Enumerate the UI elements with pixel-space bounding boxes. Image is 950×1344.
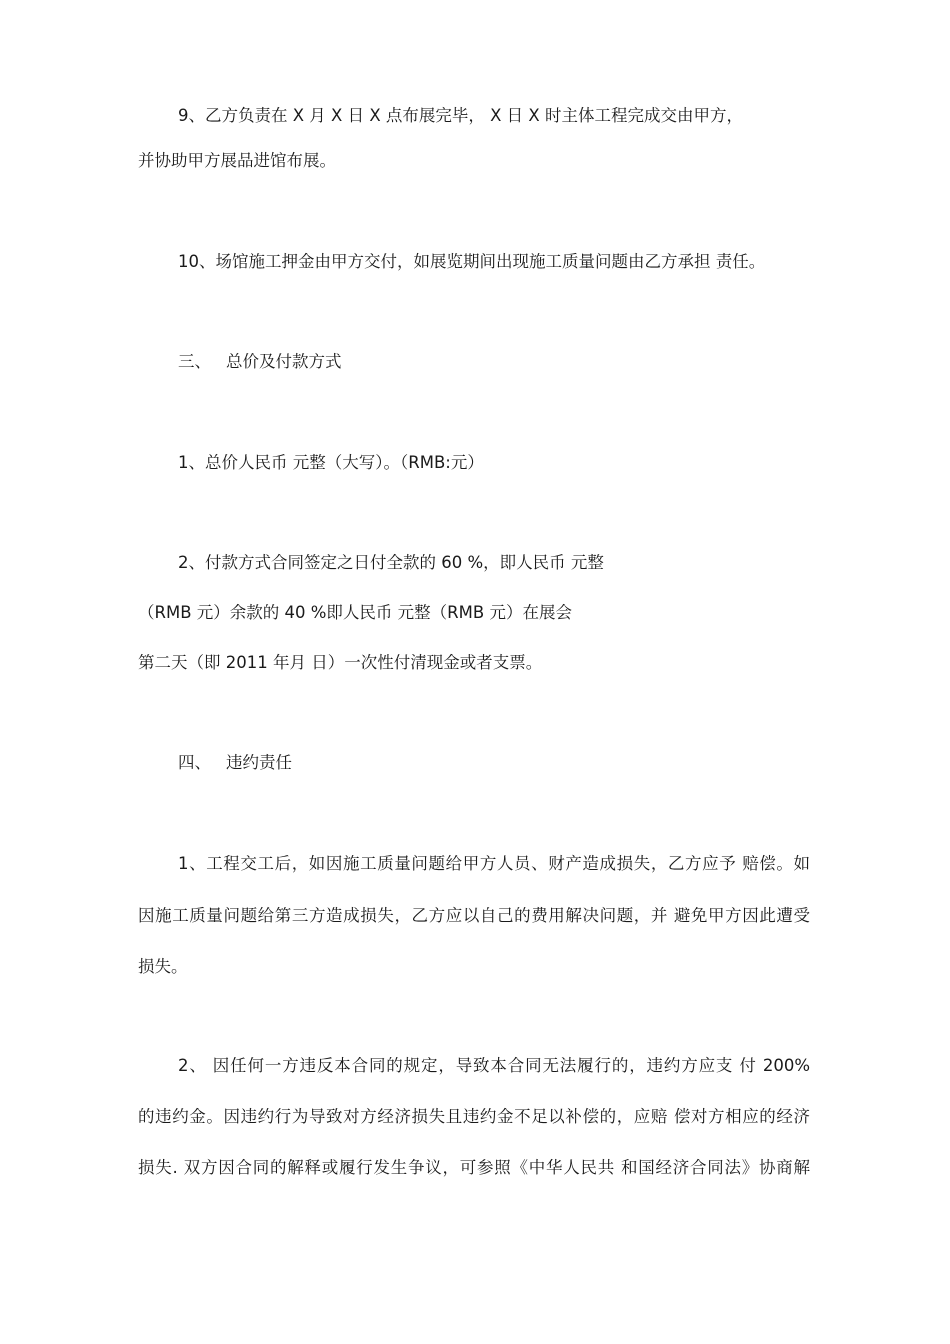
section-3-clause-2-line-1: 2、付款方式合同签定之日付全款的 60 %，即人民币 元整 bbox=[178, 553, 604, 572]
section-4-clause-2-line-1: 2、 因任何一方违反本合同的规定，导致本合同无法履行的，违约方应支 付 200% bbox=[178, 1056, 810, 1075]
section-4-title: 违约责任 bbox=[226, 753, 292, 772]
section-4-clause-1-line-3: 损失。 bbox=[138, 957, 188, 976]
section-3-clause-1: 1、总价人民币 元整（大写）。（RMB:元） bbox=[178, 453, 484, 472]
section-3-clause-2-line-2: （RMB 元）余款的 40 %即人民币 元整（RMB 元）在展会 bbox=[138, 603, 572, 622]
section-4-clause-1-line-2: 因施工质量问题给第三方造成损失，乙方应以自己的费用解决问题，并 避免甲方因此遭受 bbox=[138, 906, 810, 925]
section-3-title: 总价及付款方式 bbox=[226, 352, 342, 371]
section-3-clause-2-line-3: 第二天（即 2011 年月 日）一次性付清现金或者支票。 bbox=[138, 653, 543, 672]
section-4-clause-1-line-1: 1、工程交工后，如因施工质量问题给甲方人员、财产造成损失，乙方应予 赔偿。如 bbox=[178, 854, 810, 873]
section-4-clause-2-line-3: 损失. 双方因合同的解释或履行发生争议，可参照《中华人民共 和国经济合同法》协商解 bbox=[138, 1158, 810, 1177]
clause-10: 10、场馆施工押金由甲方交付，如展览期间出现施工质量问题由乙方承担 责任。 bbox=[178, 252, 766, 271]
section-4-clause-2-line-2: 的违约金。因违约行为导致对方经济损失且违约金不足以补偿的，应赔 偿对方相应的经济 bbox=[138, 1107, 810, 1126]
section-3-number: 三、 bbox=[178, 352, 211, 371]
clause-9-line-1: 9、乙方负责在 X 月 X 日 X 点布展完毕， X 日 X 时主体工程完成交由甲方， bbox=[178, 106, 743, 125]
clause-9-line-2: 并协助甲方展品进馆布展。 bbox=[138, 151, 336, 170]
section-4-number: 四、 bbox=[178, 753, 211, 772]
